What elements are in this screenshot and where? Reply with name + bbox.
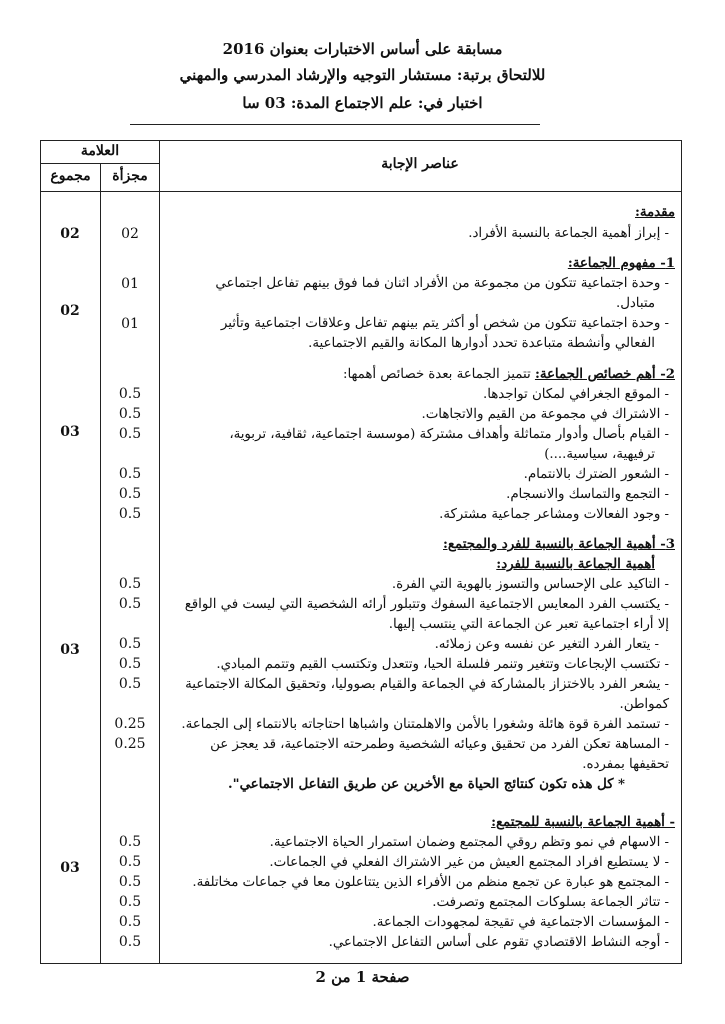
s2-item-2: - الاشتراك في مجموعة من القيم والاتجاهات. [421, 407, 669, 422]
mark-s3-3: 0.5 [118, 636, 142, 652]
s3-item-7-line1: - المساهة تعكن الفرد من تحقيق وعيائه الشخصية وطمرحته الاجتماعية، قد يعجز عن [210, 737, 669, 752]
col-partial-header: مجزأة [112, 168, 148, 184]
s4-item-2: - لا يستطيع افراد المجتمع العيش من غير الاشتراك الفعلي في الجماعات. [269, 855, 669, 870]
s3-item-6: - تستمد الفرة قوة هائلة وشغورا بالأمن والاهلمتنان واشباها احتاجاته بالانتماء إلى الجماعة. [181, 717, 669, 732]
mark-s2-1: 0.5 [118, 386, 142, 402]
s4-item-1: - الاسهام في نمو وتظم روقي المجتمع وضمان استمرار الحياة الاجتماعية. [269, 835, 669, 850]
mark-s3-7: 0.25 [114, 736, 146, 752]
s3-item-1: - التاكيد على الإحساس والتسوز بالهوية التي الفرة. [391, 577, 669, 592]
total-s2: 03 [60, 424, 80, 440]
mark-s2-4: 0.5 [118, 466, 142, 482]
s3-item-2-line1: - يكتسب الفرد المعايس الاجتماعية السفوك وتتبلور أرائه الشخصية التي ليست في الواقع [184, 597, 669, 612]
s1-def-b-line2: الفعالي وأنشطة متباعدة تحدد أدوارها المكانة والقيم الاجتماعية. [308, 336, 655, 351]
exam-title: مسابقة على أساس الاختبارات بعنوان 2016 [222, 40, 503, 58]
col-total-header: مجموع [50, 168, 91, 184]
header-row-divider [41, 191, 681, 192]
mark-s3-2: 0.5 [118, 596, 142, 612]
col-divider-main [159, 141, 160, 963]
s2-item-6: - وجود الفعالات ومشاعر جماعية مشتركة. [439, 507, 669, 522]
s3-item-2-line2: إلا أراء اجتماعية تعبر عن الجماعة التي ينتسب إليها. [388, 617, 669, 632]
s2-item-3-line1: - القيام بأصال وأدوار متماثلة وأهداف مشتركة (موسسة اجتماعية، ثقافية، تربوية، [229, 427, 669, 442]
s1-def-a-line1: - وحدة اجتماعية تتكون من مجموعة من الأفراد اثنان فما فوق بينهم تفاعل اجتماعي [215, 276, 669, 291]
mark-s2-5: 0.5 [118, 486, 142, 502]
mark-s4-5: 0.5 [118, 914, 142, 930]
s3-subtitle-individual: أهمية الجماعة بالنسبة للفرد: [496, 557, 655, 572]
mark-s3-4: 0.5 [118, 656, 142, 672]
s2-item-5: - التجمع والتماسك والانسجام. [506, 487, 669, 502]
section-1-title: 1- مفهوم الجماعة: [567, 256, 675, 271]
section-2-intro: تتميز الجماعة بعدة خصائص أهمها: [343, 367, 531, 382]
s4-item-6: - أوجه النشاط الاقتصادي تقوم على أساس التفاعل الاجتماعي. [328, 935, 669, 950]
header-rule [130, 124, 540, 125]
total-s3: 03 [60, 642, 80, 658]
col-answer-header: عناصر الإجابة [381, 156, 459, 172]
mark-s4-3: 0.5 [118, 874, 142, 890]
s3-item-5-line1: - يشعر الفرد بالاختزاز بالمشاركة في الجماعة والقيام بصووليا، وتحقيق المكالة الاجتماعية [185, 677, 669, 692]
s2-item-4: - الشعور الضترك بالانتمام. [523, 467, 669, 482]
s3-item-7-line2: تحقيفها بمفرده. [582, 757, 669, 772]
total-s4: 03 [60, 860, 80, 876]
mark-s2-6: 0.5 [118, 506, 142, 522]
mark-s3-1: 0.5 [118, 576, 142, 592]
s3-item-3: - يتعار الفرد التغير عن نفسه وعن زملائه. [434, 637, 659, 652]
mark-s3-5: 0.5 [118, 676, 142, 692]
intro-item: - إبراز أهمية الجماعة بالنسبة الأفراد. [468, 226, 669, 241]
page-number: صفحة 1 من 2 [315, 968, 410, 986]
intro-title: مقدمة: [635, 205, 675, 220]
s3-item-4: - تكتسب الإبجاعات وتتغير وتنمر فلسلة الحيا، وتتعدل وتكتسب القيم وتتمم المبادي. [216, 657, 669, 672]
s2-item-1: - الموقع الجغرافي لمكان تواجدها. [482, 387, 669, 402]
mark-s1-a: 01 [121, 276, 139, 292]
col-grade-header: العلامة [80, 143, 120, 159]
s3-item-5-line2: كمواطن. [619, 697, 669, 712]
mark-intro: 02 [121, 226, 139, 242]
mark-s4-1: 0.5 [118, 834, 142, 850]
s4-item-3: - المجتمع هو عبارة عن تجمع منظم من الأفراء الذين يتتاعلون معا في جماعات مخاتلفة. [192, 875, 669, 890]
grade-header-divider [41, 163, 159, 164]
mark-s3-6: 0.25 [114, 716, 146, 732]
exam-rank: للالتحاق برتبة: مستشار التوجيه والإرشاد المدرسي والمهني [179, 66, 546, 84]
s4-item-4: - تتاثر الجماعة بسلوكات المجتمع وتصرفت. [432, 895, 669, 910]
mark-s1-b: 01 [121, 316, 139, 332]
mark-s4-6: 0.5 [118, 934, 142, 950]
s1-def-b-line1: - وحدة اجتماعية تتكون من شخص أو أكثر يتم بينهم تفاعل وعلاقات اجتماعية وتأثير [220, 316, 669, 331]
mark-s2-2: 0.5 [118, 406, 142, 422]
mark-s4-2: 0.5 [118, 854, 142, 870]
s1-def-a-line2: متبادل. [615, 296, 655, 311]
exam-subject-duration: اختبار في: علم الاجتماع المدة: 03 سا [242, 94, 483, 112]
section-3-title: 3- أهمية الجماعة بالنسبة للفرد والمجتمع: [443, 537, 675, 552]
total-s1: 02 [60, 303, 80, 319]
s2-item-3-line2: ترفيهية، سياسية....) [544, 447, 655, 462]
section-2-heading [343, 365, 675, 385]
mark-s4-4: 0.5 [118, 894, 142, 910]
mark-s2-3: 0.5 [118, 426, 142, 442]
total-intro: 02 [60, 226, 80, 242]
s3-note: * كل هذه تكون كنتائج الحياة مع الأخرين عن طريق التفاعل الاجتماعي". [228, 777, 625, 792]
section-2-title: 2- أهم خصائص الجماعة: [534, 367, 675, 382]
s3-subtitle-society: - أهمية الجماعة بالنسبة للمجتمع: [491, 815, 675, 830]
col-divider-grades [100, 163, 101, 963]
s4-item-5: - المؤسسات الاجتماعية في تقيجة لمجهودات الجماعة. [372, 915, 669, 930]
